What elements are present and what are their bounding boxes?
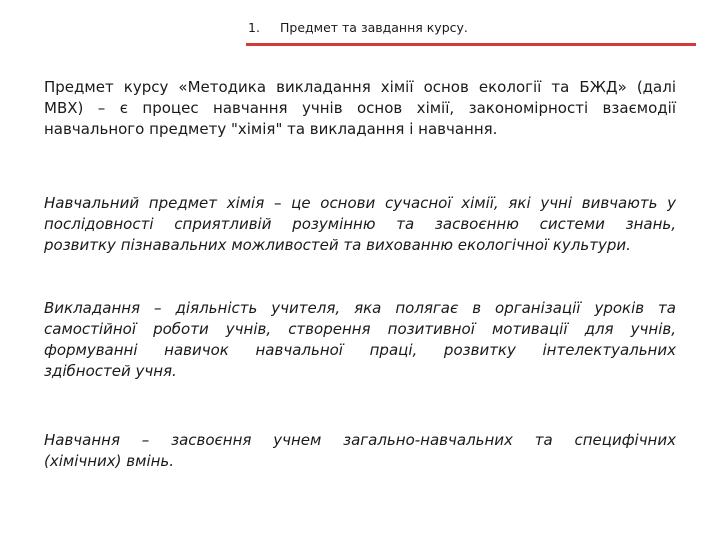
paragraph-line: формуванні навичок навчальної праці, розвитку інтелектуальних [44,341,676,359]
paragraph-line: Навчальний предмет хімія – це основи сучасної хімії, які учні вивчають у [44,194,676,212]
heading-underline [246,43,696,46]
paragraph-line: (хімічних) вмінь. [44,452,175,470]
paragraph-line: МВХ) – є процес навчання учнів основ хімії, закономірності взаємодії [44,99,676,117]
paragraph-line: послідовності сприятливій розумінню та засвоєнню системи знань, [44,215,676,233]
paragraph-line: розвитку пізнавальних можливостей та вихованню екологічної культури. [44,236,631,254]
paragraph-school-subject [44,193,676,256]
heading-title: Предмет та завдання курсу. [279,20,468,35]
slide-heading [248,20,468,35]
paragraph-line: самостійної роботи учнів, створення позитивної мотивації для учнів, [44,320,676,338]
paragraph-line: Викладання – діяльність учителя, яка полягає в організації уроків та [44,299,676,317]
paragraph-line: Предмет курсу «Методика викладання хімії основ екології та БЖД» (далі [44,78,676,96]
paragraph-line: Навчання – засвоєння учнем загально-навчальних та специфічних [44,431,676,449]
paragraph-line: здібностей учня. [44,362,177,380]
paragraph-learning [44,430,676,472]
paragraph-line: навчального предмету "хімія" та викладання і навчання. [44,120,498,138]
paragraph-subject [44,77,676,140]
heading-number: 1. [248,20,260,35]
paragraph-teaching [44,298,676,382]
